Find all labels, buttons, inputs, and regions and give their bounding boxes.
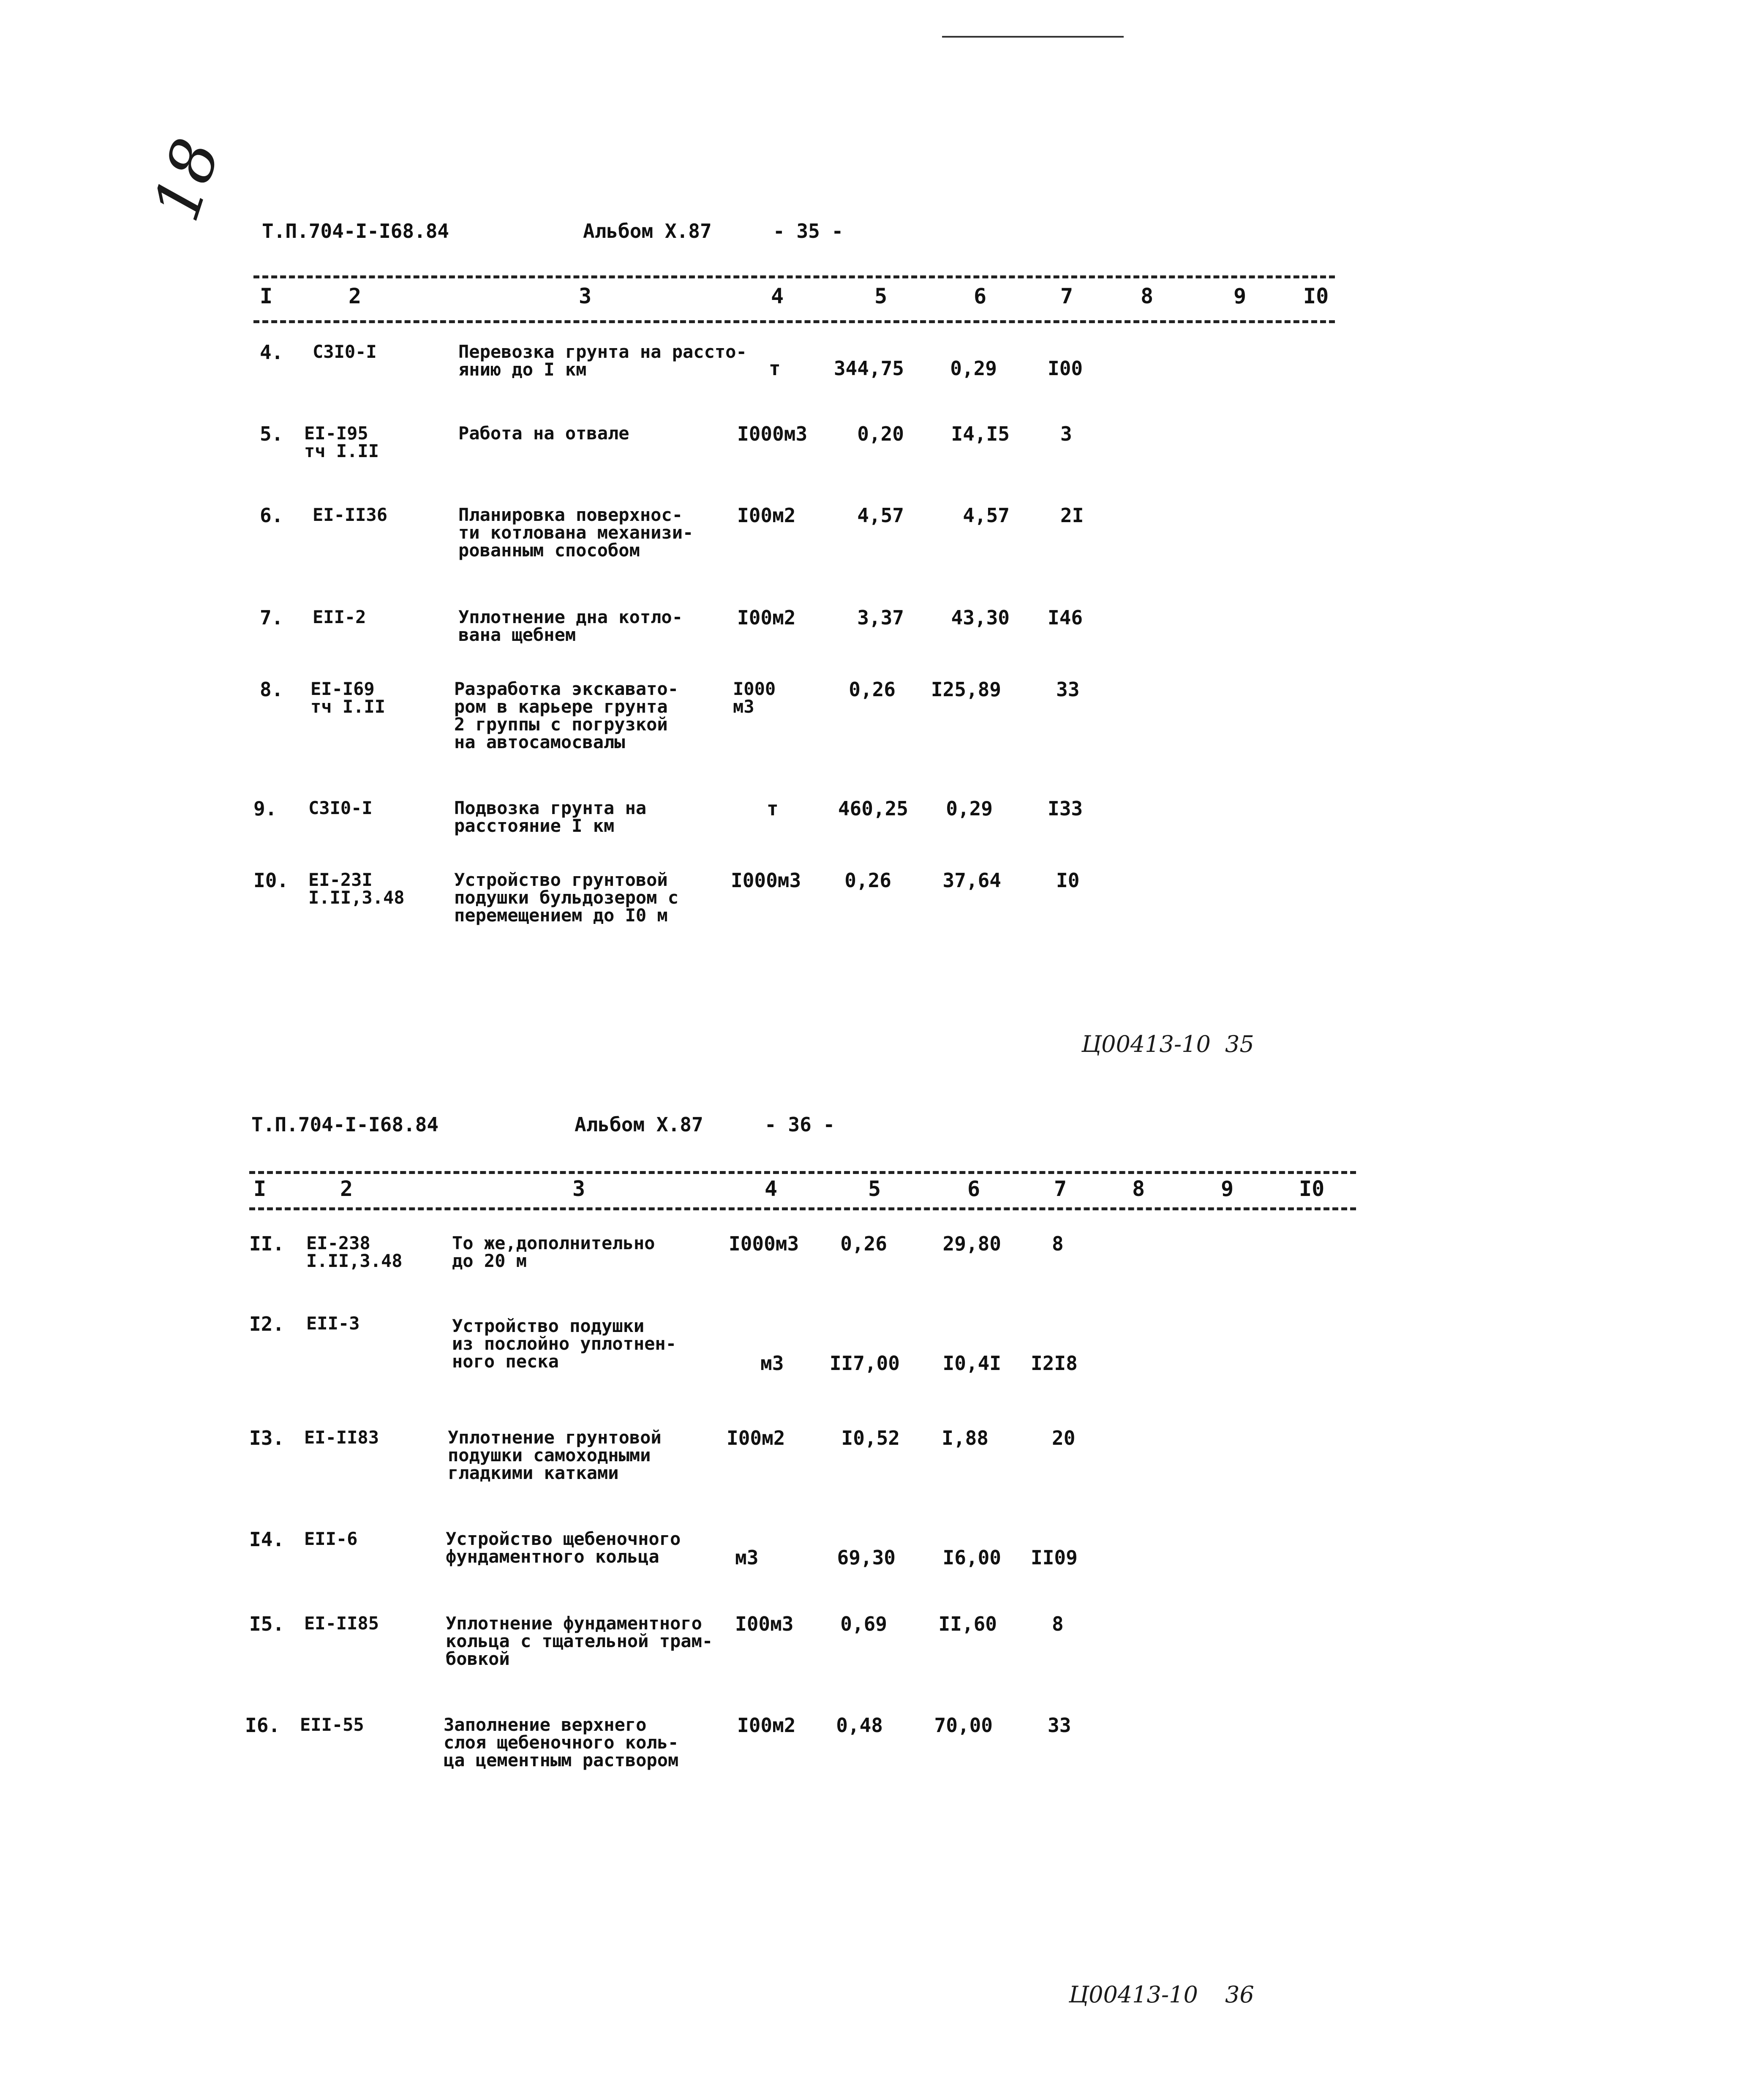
row-description: Работа на отвале — [458, 423, 629, 444]
col-header: 6 — [974, 284, 987, 308]
row-quantity: 0,69 — [840, 1612, 887, 1635]
col-header: 9 — [1234, 284, 1247, 308]
row-code: EII-3 — [306, 1313, 360, 1334]
row-quantity: 69,30 — [837, 1546, 896, 1569]
row-total: I46 — [1048, 606, 1083, 629]
row-total: I0 — [1056, 869, 1080, 892]
row-code: EI-238 I.II,3.48 — [306, 1233, 403, 1271]
row-unit: I000м3 — [731, 869, 801, 892]
row-code: EI-I95 тч I.II — [304, 423, 379, 461]
row-code: С3I0-I — [313, 341, 377, 362]
row-unit: I00м2 — [737, 504, 796, 527]
row-total: 8 — [1052, 1232, 1064, 1255]
row-number: 5. — [260, 422, 283, 445]
col-header: 8 — [1141, 284, 1154, 308]
row-total: 8 — [1052, 1612, 1064, 1635]
table-rule-bottom — [253, 320, 1335, 323]
col-header: 2 — [340, 1177, 353, 1201]
row-description: Уплотнение фундаментного кольца с тщательной трам- бовкой — [446, 1613, 713, 1669]
row-unit: т — [767, 797, 779, 820]
col-header: 2 — [349, 284, 362, 308]
col-header: 7 — [1054, 1177, 1067, 1201]
col-header: I — [253, 1177, 267, 1201]
row-number: 7. — [260, 606, 283, 629]
row-unit-price: 4,57 — [963, 504, 1010, 527]
col-header: 4 — [771, 284, 784, 308]
row-number: II. — [249, 1232, 285, 1255]
row-quantity: 0,26 — [844, 869, 891, 892]
row-number: I6. — [245, 1714, 281, 1737]
row-code: EI-II83 — [304, 1427, 379, 1448]
col-header: 5 — [874, 284, 888, 308]
row-total: I33 — [1048, 797, 1083, 820]
footer-page-number: 35 — [1225, 1031, 1254, 1057]
row-code: EII-2 — [313, 607, 366, 627]
row-unit: I00м2 — [727, 1427, 785, 1449]
row-number: 8. — [260, 678, 283, 701]
col-header: I0 — [1299, 1177, 1325, 1201]
row-description: Уплотнение грунтовой подушки самоходными гладкими катками — [448, 1427, 662, 1483]
row-unit: м3 — [760, 1352, 784, 1375]
row-code: С3I0-I — [308, 798, 373, 818]
row-unit-price: 70,00 — [934, 1714, 993, 1737]
row-unit: I000м3 — [737, 422, 808, 445]
sheet-doc-number: Т.П.704-I-I68.84 — [251, 1113, 439, 1136]
row-unit-price: II,60 — [938, 1612, 997, 1635]
row-quantity: 0,48 — [836, 1714, 883, 1737]
row-total: I00 — [1048, 357, 1083, 380]
sheet-album: Альбом X.87 — [575, 1113, 703, 1136]
table-rule-top — [249, 1171, 1356, 1174]
footer-doc-code: Ц00413-10 — [1081, 1031, 1211, 1057]
col-header: I — [260, 284, 273, 308]
row-total: II09 — [1031, 1546, 1078, 1569]
top-scan-line — [942, 36, 1124, 38]
row-quantity: II7,00 — [829, 1352, 900, 1375]
col-header: 7 — [1060, 284, 1073, 308]
row-quantity: 3,37 — [857, 606, 904, 629]
row-description: Заполнение верхнего слоя щебеночного коль- ца цементным раствором — [444, 1714, 679, 1770]
row-description: Устройство подушки из послойно уплотнен- ного песка — [452, 1316, 677, 1372]
row-number: I0. — [253, 869, 289, 892]
corner-page-mark: 18 — [139, 130, 234, 230]
row-number: 9. — [253, 797, 277, 820]
row-description: То же,дополнительно до 20 м — [452, 1233, 655, 1271]
row-code: EII-55 — [300, 1714, 364, 1735]
row-unit-price: I4,I5 — [951, 422, 1010, 445]
row-number: I5. — [249, 1612, 285, 1635]
footer-page-number: 36 — [1225, 1981, 1254, 2008]
row-total: 2I — [1060, 504, 1084, 527]
col-header: 3 — [579, 284, 592, 308]
col-header: 5 — [868, 1177, 881, 1201]
row-unit-price: 0,29 — [950, 357, 997, 380]
row-total: 3 — [1060, 422, 1072, 445]
row-unit-price: 43,30 — [951, 606, 1010, 629]
row-description: Планировка поверхнос- ти котлована механизи- рованным способом — [458, 504, 694, 561]
row-unit-price: I0,4I — [942, 1352, 1001, 1375]
row-number: 6. — [260, 504, 283, 527]
col-header: I0 — [1303, 284, 1329, 308]
row-unit: м3 — [735, 1546, 759, 1569]
row-description: Устройство щебеночного фундаментного кольца — [446, 1528, 681, 1567]
row-quantity: I0,52 — [841, 1427, 900, 1449]
row-number: 4. — [260, 341, 283, 364]
row-quantity: 0,26 — [849, 678, 896, 701]
col-header: 4 — [765, 1177, 778, 1201]
row-code: EI-II36 — [313, 504, 388, 525]
row-description: Уплотнение дна котло- вана щебнем — [458, 607, 683, 645]
row-unit-price: 37,64 — [942, 869, 1001, 892]
row-quantity: 460,25 — [838, 797, 908, 820]
row-quantity: 4,57 — [857, 504, 904, 527]
table-rule-bottom — [249, 1207, 1356, 1210]
row-description: Устройство грунтовой подушки бульдозером с перемещением до I0 м — [454, 869, 679, 926]
footer-doc-code: Ц00413-10 — [1069, 1981, 1198, 2008]
row-unit: I00м2 — [737, 1714, 796, 1737]
row-unit-price: I25,89 — [931, 678, 1001, 701]
row-number: I3. — [249, 1427, 285, 1449]
sheet-album: Альбом X.87 — [583, 220, 712, 242]
row-quantity: 0,20 — [857, 422, 904, 445]
row-total: I2I8 — [1031, 1352, 1078, 1375]
row-quantity: 0,26 — [840, 1232, 887, 1255]
row-description: Разработка экскавато- ром в карьере грунта 2 группы с погрузкой на автосамосвалы — [454, 678, 679, 752]
row-code: EI-I69 тч I.II — [310, 678, 386, 717]
row-number: I2. — [249, 1313, 285, 1335]
col-header: 9 — [1221, 1177, 1234, 1201]
sheet-doc-number: Т.П.704-I-I68.84 — [262, 220, 449, 242]
col-header: 8 — [1132, 1177, 1145, 1201]
row-quantity: 344,75 — [833, 357, 904, 380]
row-total: 33 — [1048, 1714, 1071, 1737]
row-unit: I000 м3 — [733, 678, 776, 717]
row-number: I4. — [249, 1528, 285, 1551]
table-rule-top — [253, 275, 1335, 278]
col-header: 3 — [572, 1177, 586, 1201]
col-header: 6 — [967, 1177, 980, 1201]
row-unit: I00м3 — [735, 1612, 794, 1635]
row-description: Перевозка грунта на рассто- янию до I км — [458, 341, 747, 380]
row-total: 33 — [1056, 678, 1080, 701]
row-unit: т — [769, 357, 781, 380]
row-code: EI-II85 — [304, 1613, 379, 1634]
row-unit: I00м2 — [737, 606, 796, 629]
row-unit-price: I6,00 — [942, 1546, 1001, 1569]
row-description: Подвозка грунта на расстояние I км — [454, 798, 647, 836]
row-unit: I000м3 — [729, 1232, 799, 1255]
row-code: EII-6 — [304, 1528, 358, 1549]
sheet-page-number: - 35 - — [773, 220, 844, 242]
row-unit-price: 0,29 — [946, 797, 993, 820]
row-total: 20 — [1052, 1427, 1076, 1449]
row-unit-price: 29,80 — [942, 1232, 1001, 1255]
sheet-page-number: - 36 - — [765, 1113, 835, 1136]
row-unit-price: I,88 — [942, 1427, 989, 1449]
row-code: EI-23I I.II,3.48 — [308, 869, 405, 908]
